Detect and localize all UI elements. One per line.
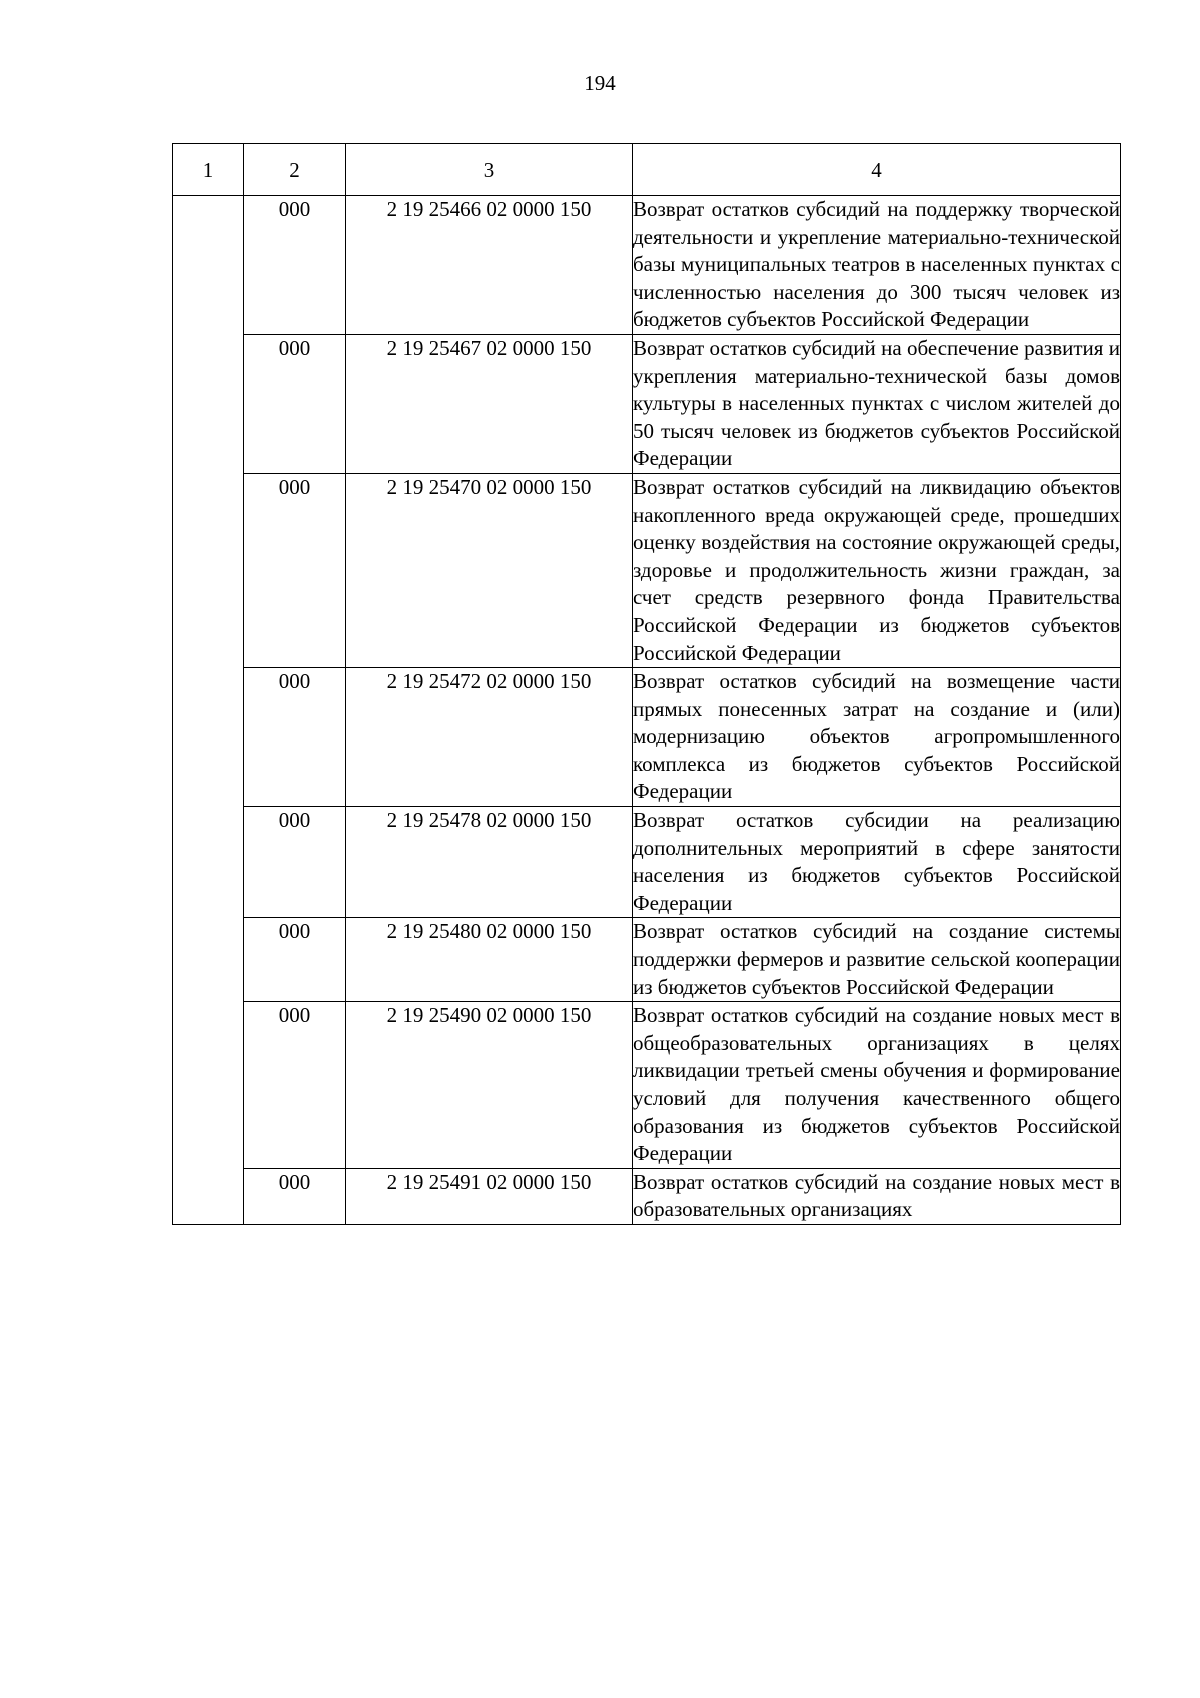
- column-header-1: 1: [173, 144, 244, 196]
- table-row: [173, 918, 1121, 1002]
- admin-code-cell: 000: [244, 918, 346, 1002]
- budget-code-cell: 2 19 25470 02 0000 150: [346, 473, 633, 667]
- budget-code-cell: 2 19 25490 02 0000 150: [346, 1002, 633, 1169]
- table-row: [173, 334, 1121, 473]
- description-cell: Возврат остатков субсидий на создание системы поддержки фермеров и развитие сельской кооперации из бюджетов субъектов Российской Федерации: [633, 918, 1121, 1002]
- budget-code-cell: 2 19 25480 02 0000 150: [346, 918, 633, 1002]
- budget-code-cell: 2 19 25478 02 0000 150: [346, 807, 633, 918]
- table-row: [173, 196, 1121, 335]
- budget-code-cell: 2 19 25467 02 0000 150: [346, 334, 633, 473]
- table-row: [173, 668, 1121, 807]
- column-1-cell: [173, 196, 244, 1225]
- description-cell: Возврат остатков субсидий на ликвидацию объектов накопленного вреда окружающей среде, прошедших оценку воздействия на состояние окружающей среды, здоровье и продолжительность жизни граждан, за счет средств резервного фонда Правительства Российской Федерации из бюджетов субъектов Российской Федерации: [633, 473, 1121, 667]
- admin-code-cell: 000: [244, 668, 346, 807]
- budget-code-cell: 2 19 25472 02 0000 150: [346, 668, 633, 807]
- table-row: [173, 1002, 1121, 1169]
- page-number: 194: [584, 71, 616, 95]
- budget-codes-table: [172, 143, 1121, 1225]
- admin-code-cell: 000: [244, 1002, 346, 1169]
- budget-code-cell: 2 19 25466 02 0000 150: [346, 196, 633, 335]
- column-header-4: 4: [633, 144, 1121, 196]
- description-cell: Возврат остатков субсидий на создание новых мест в общеобразовательных организациях в целях ликвидации третьей смены обучения и формирование условий для получения качественного общего образования из бюджетов субъектов Российской Федерации: [633, 1002, 1121, 1169]
- description-cell: Возврат остатков субсидии на реализацию дополнительных мероприятий в сфере занятости населения из бюджетов субъектов Российской Федерации: [633, 807, 1121, 918]
- description-cell: Возврат остатков субсидий на поддержку творческой деятельности и укрепление материально-технической базы муниципальных театров в населенных пунктах с численностью населения до 300 тысяч человек из бюджетов субъектов Российской Федерации: [633, 196, 1121, 335]
- admin-code-cell: 000: [244, 1168, 346, 1224]
- column-header-2: 2: [244, 144, 346, 196]
- admin-code-cell: 000: [244, 196, 346, 335]
- description-cell: Возврат остатков субсидий на возмещение части прямых понесенных затрат на создание и (или) модернизацию объектов агропромышленного комплекса из бюджетов субъектов Российской Федерации: [633, 668, 1121, 807]
- budget-code-cell: 2 19 25491 02 0000 150: [346, 1168, 633, 1224]
- admin-code-cell: 000: [244, 807, 346, 918]
- table-header-row: [173, 144, 1121, 196]
- description-cell: Возврат остатков субсидий на обеспечение развития и укрепления материально-технической базы домов культуры в населенных пунктах с числом жителей до 50 тысяч человек из бюджетов субъектов Российской Федерации: [633, 334, 1121, 473]
- admin-code-cell: 000: [244, 334, 346, 473]
- table-row: [173, 473, 1121, 667]
- table-row: [173, 1168, 1121, 1224]
- table-row: [173, 807, 1121, 918]
- admin-code-cell: 000: [244, 473, 346, 667]
- column-header-3: 3: [346, 144, 633, 196]
- description-cell: Возврат остатков субсидий на создание новых мест в образовательных организациях: [633, 1168, 1121, 1224]
